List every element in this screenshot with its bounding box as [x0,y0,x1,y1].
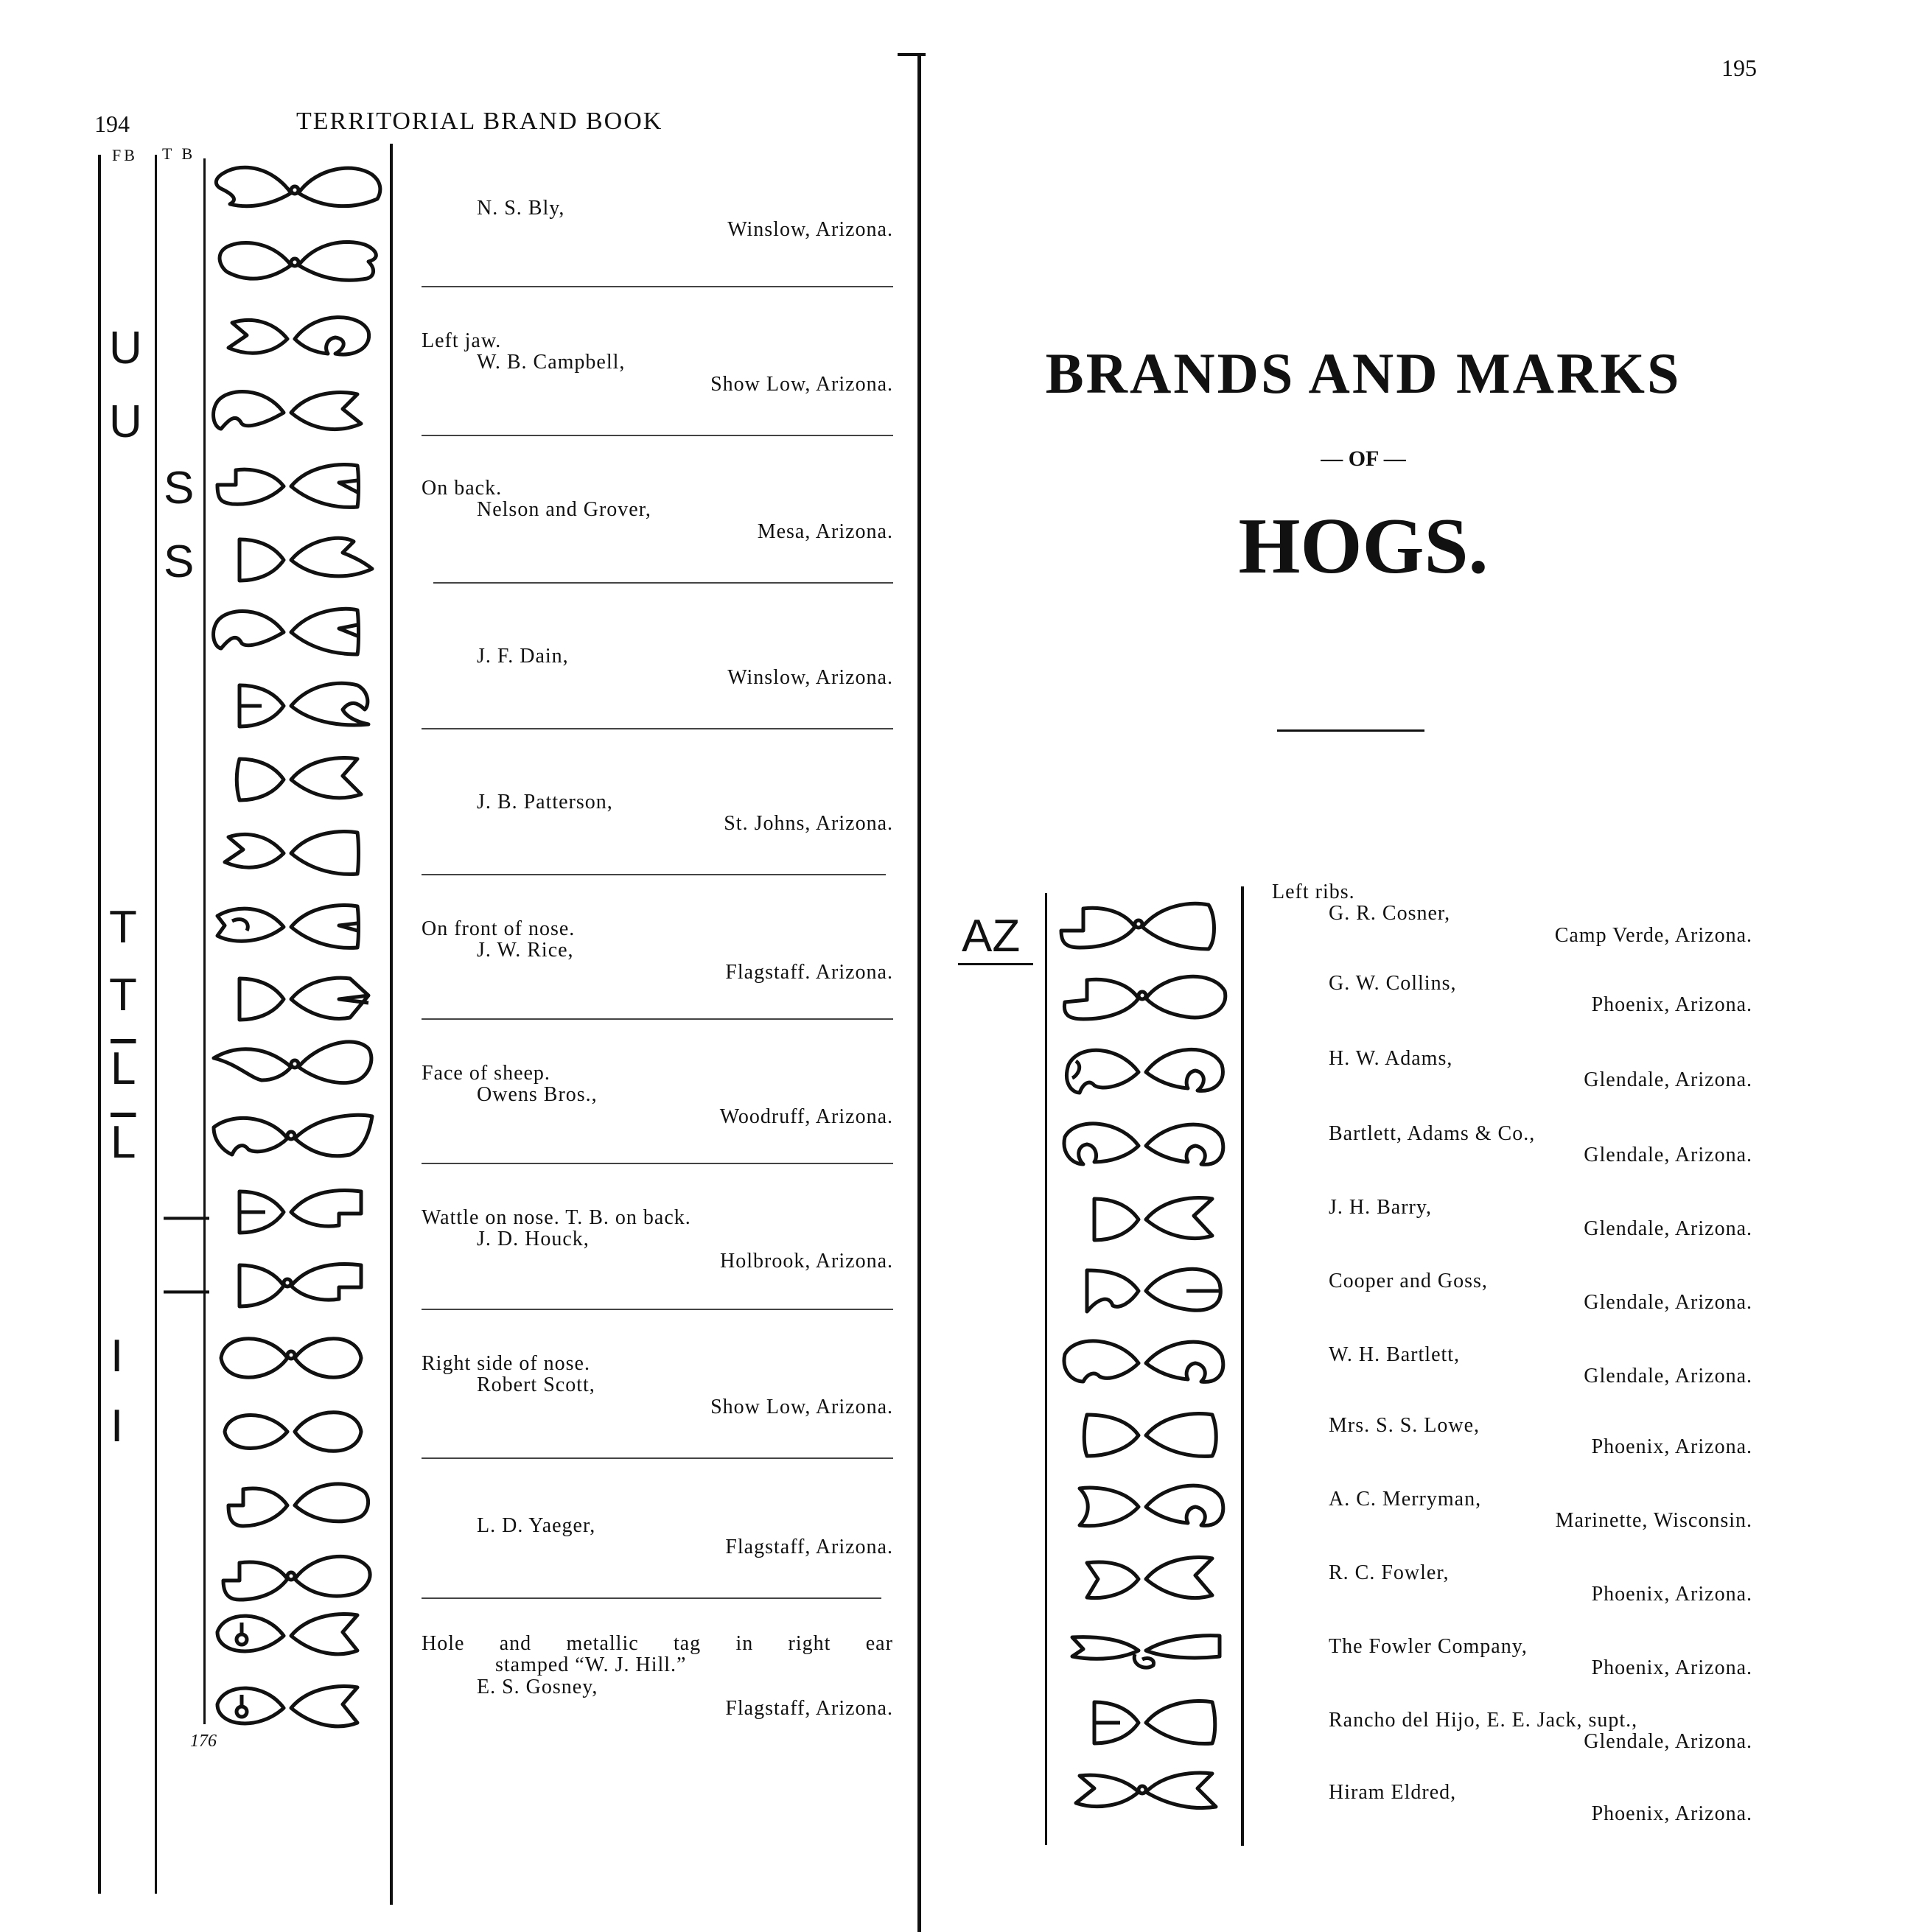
owner-name: N. S. Bly, [477,197,565,220]
tb-mark: — [164,1263,209,1314]
owner-location: Winslow, Arizona. [727,666,893,690]
entry-divider [422,728,893,729]
section-title: BRANDS AND MARKS [1045,341,1682,405]
entry-divider [422,1018,893,1020]
fb-mark: U [109,396,142,447]
gutter-rule-cap [898,53,926,56]
owner-location: St. Johns, Arizona. [724,812,893,836]
owner-entry [1273,1782,1752,1825]
ear-mark-drawing [1064,1341,1223,1382]
ear-mark-drawing [220,242,376,280]
fb-mark: T [109,902,137,953]
owner-entry [1273,881,1752,946]
owner-entry [1273,1123,1752,1166]
owner-location: Show Low, Arizona. [710,372,893,396]
owner-name: W. H. Bartlett, [1329,1343,1461,1366]
owner-name: Bartlett, Adams & Co., [1329,1122,1536,1145]
owner-location: Phoenix, Arizona. [1591,1656,1752,1680]
owner-location: Flagstaff, Arizona. [725,1697,893,1721]
column-head-fb: FB [112,146,138,164]
brand-note: Right side of nose. [422,1352,590,1375]
ear-mark-drawing [225,831,359,874]
ear-marks-right [1032,0,1253,1932]
ear-mark-drawing [240,1264,361,1306]
brand-note: Wattle on nose. T. B. on back. [422,1206,691,1229]
owner-entry [1273,1709,1752,1753]
owner-name: Owens Bros., [477,1083,598,1107]
owner-name: Rancho del Hijo, E. E. Jack, supt., [1329,1709,1638,1732]
section-title-hogs: HOGS. [1238,503,1489,590]
brand-underline [958,963,1033,965]
ear-mark-drawing [240,683,368,727]
owner-name: A. C. Merryman, [1329,1488,1482,1511]
ear-mark-drawing [1080,1485,1223,1526]
owner-name: H. W. Adams, [1329,1047,1453,1070]
tb-mark: S [164,463,195,514]
ear-mark-drawing [217,1614,357,1653]
owner-name: Mrs. S. S. Lowe, [1329,1414,1480,1437]
owner-name: E. S. Gosney, [477,1675,598,1698]
ear-mark-drawing [1076,1773,1216,1808]
brand-note: Left jaw. [422,329,502,352]
owner-location: Flagstaff, Arizona. [725,1536,893,1559]
owner-location: Marinette, Wisconsin. [1555,1509,1752,1533]
owner-location: Camp Verde, Arizona. [1554,923,1752,947]
ear-mark-drawing [228,1484,368,1526]
ear-mark-drawing [228,318,369,354]
owner-entry [422,1063,893,1127]
owner-name: R. C. Fowler, [1329,1561,1450,1584]
owner-entry [422,1633,893,1720]
owner-name: Robert Scott, [477,1373,595,1397]
owner-entry [1273,1344,1752,1387]
owner-location: Show Low, Arizona. [710,1395,893,1418]
owner-entry [422,1353,893,1418]
owner-location: Glendale, Arizona. [1584,1730,1752,1754]
ear-mark-drawing [1061,903,1214,949]
owner-name: J. W. Rice, [477,939,574,962]
owner-name: L. D. Yaeger, [477,1514,596,1537]
owner-location: Holbrook, Arizona. [720,1249,893,1273]
ear-mark-drawing [221,1339,361,1378]
owner-location: Glendale, Arizona. [1584,1068,1752,1092]
owner-entry [1273,1636,1752,1679]
owner-location: Glendale, Arizona. [1584,1217,1752,1241]
brand-note: Face of sheep. [422,1062,550,1085]
ear-mark-drawing [1087,1557,1212,1597]
brand-note: On back. [422,477,503,500]
owner-location: Woodruff, Arizona. [719,1105,893,1128]
owner-location: Winslow, Arizona. [727,218,893,242]
owner-location: Glendale, Arizona. [1584,1365,1752,1388]
ear-mark-drawing [1094,1701,1215,1743]
fb-mark: $\overline{L}$ [111,1117,136,1168]
ear-mark-drawing [1064,976,1225,1019]
owner-entry [1273,1415,1752,1458]
tb-mark: — [164,1189,209,1240]
ear-mark-drawing [1084,1413,1216,1456]
owner-entry [422,197,893,241]
ear-mark-drawing [1094,1197,1212,1240]
fb-mark: I [111,1331,124,1382]
owner-entry [1273,1197,1752,1240]
fb-mark: $\overline{L}$ [111,1043,136,1094]
ear-mark-drawing [216,167,380,206]
ear-marks-left [0,0,398,1932]
footnote-number: 176 [190,1732,217,1751]
ear-mark-drawing [217,905,359,948]
owner-entry [422,330,893,395]
owner-entry [1273,1488,1752,1532]
entry-divider [422,286,893,287]
ear-mark-drawing [223,1556,370,1600]
brand-note: Hole and metallic tag in right ear [422,1632,893,1655]
owner-name: J. F. Dain, [477,645,569,668]
ear-mark-drawing [240,978,368,1020]
owner-entry [422,918,893,983]
entry-divider [422,1163,893,1164]
owner-entry [1273,1270,1752,1314]
owner-location: Phoenix, Arizona. [1591,1583,1752,1606]
brand-note: Left ribs. [1272,881,1355,903]
owner-entry [422,477,893,542]
owner-location: Glendale, Arizona. [1584,1291,1752,1315]
owner-name: Hiram Eldred, [1329,1781,1457,1804]
fb-mark: U [109,323,142,374]
running-head: TERRITORIAL BRAND BOOK [296,108,663,135]
entry-divider [422,874,886,875]
owner-entry [1273,1048,1752,1091]
ear-mark-drawing [1087,1269,1220,1312]
brand-note: On front of nose. [422,917,576,940]
owner-name: J. H. Barry, [1329,1196,1433,1219]
ear-mark-drawing [1072,1636,1220,1667]
ear-mark-drawing [240,538,372,581]
owner-entry [1273,1562,1752,1606]
gutter-rule [917,55,921,1932]
fb-mark: I [111,1401,124,1452]
entry-divider [422,435,893,436]
tb-mark: S [164,536,195,587]
ear-mark-drawing [217,1686,357,1726]
owner-location: Mesa, Arizona. [757,519,893,543]
entry-divider [422,1457,893,1459]
owner-location: Phoenix, Arizona. [1591,993,1752,1017]
ear-mark-drawing [214,391,361,429]
title-rule [1277,729,1424,732]
ear-mark-drawing [1067,1049,1223,1093]
entry-divider [422,1309,893,1310]
owner-entry [422,1515,893,1558]
owner-name: W. B. Campbell, [477,351,626,374]
ear-mark-drawing [237,757,361,800]
owner-entry [422,791,893,835]
entry-divider [433,582,893,584]
owner-name: Cooper and Goss, [1329,1270,1488,1292]
owner-name: G. W. Collins, [1329,972,1457,995]
ear-mark-drawing [214,1115,372,1155]
owner-location: Flagstaff. Arizona. [725,960,893,984]
owner-location: Glendale, Arizona. [1584,1144,1752,1167]
page-number: 195 [1721,55,1757,81]
owner-location: Phoenix, Arizona. [1591,1435,1752,1459]
page-number: 194 [94,111,130,137]
owner-name: G. R. Cosner, [1329,902,1451,925]
brand-mark-az: AZ [962,911,1021,962]
owner-name: The Fowler Company, [1329,1635,1528,1658]
owner-name: J. D. Houck, [477,1228,590,1251]
owner-entry [422,1207,893,1272]
ear-mark-drawing [217,464,359,507]
owner-location: Phoenix, Arizona. [1591,1802,1752,1826]
owner-entry [1273,973,1752,1016]
ear-mark-drawing [225,1413,361,1452]
owner-entry [422,645,893,689]
column-head-tb: T B [162,144,196,163]
ear-mark-drawing [240,1190,361,1233]
ear-mark-drawing [214,1042,371,1083]
ear-mark-drawing [214,609,359,654]
owner-name: J. B. Patterson, [477,791,613,813]
owner-name: Nelson and Grover, [477,498,651,522]
brand-note-continued: stamped “W. J. Hill.” [495,1653,687,1677]
ear-mark-drawing [1064,1124,1223,1164]
entry-divider [422,1597,881,1599]
section-title-of: — OF — [1321,447,1406,471]
fb-mark: T [109,970,137,1021]
